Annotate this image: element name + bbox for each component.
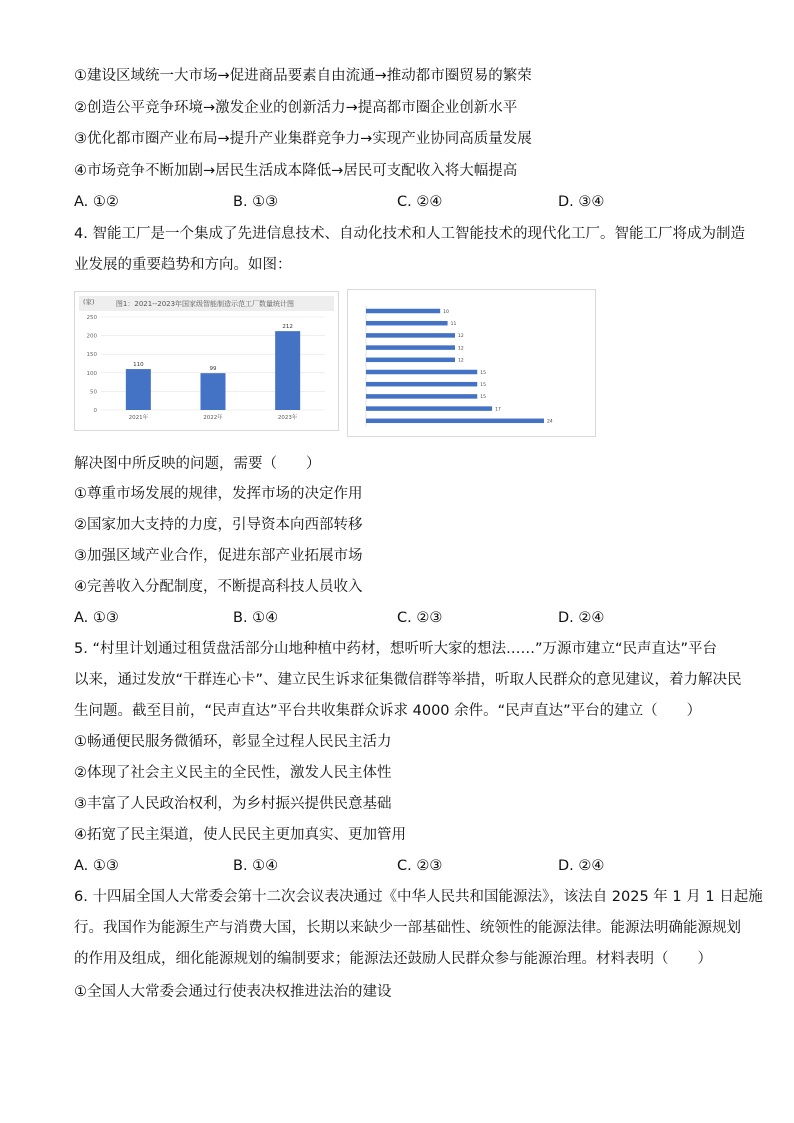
data-label: 12 bbox=[458, 346, 464, 352]
bar bbox=[275, 331, 300, 410]
q3-item-3: ③优化都市圈产业布局→提升产业集群竞争力→实现产业协同高质量发展 bbox=[74, 131, 532, 147]
bar bbox=[366, 394, 477, 399]
factory-distribution-chart-svg bbox=[348, 290, 595, 436]
bar bbox=[366, 419, 544, 424]
x-tick-label: 2022年 bbox=[203, 415, 223, 421]
y-tick-label: 50 bbox=[90, 389, 97, 396]
q6-stem-line-2: 行。我国作为能源生产与消费大国，长期以来缺少一部基础性、统领性的能源法律。能源法明确能源规划 bbox=[74, 920, 741, 936]
chart-y-unit: (家) bbox=[83, 298, 95, 306]
q5-option-b[interactable]: B. ①④ bbox=[233, 858, 279, 874]
bar bbox=[366, 309, 440, 314]
q3-options bbox=[74, 192, 734, 212]
y-tick-label: 200 bbox=[86, 333, 97, 340]
factory-count-chart bbox=[74, 291, 339, 431]
q5-item-4: ④拓宽了民主渠道，使人民民主更加真实、更加管用 bbox=[74, 827, 406, 843]
q5-item-2: ②体现了社会主义民主的全民性，激发人民主体性 bbox=[74, 765, 392, 781]
data-label: 15 bbox=[480, 395, 486, 401]
data-label: 12 bbox=[458, 358, 464, 364]
bar bbox=[366, 321, 448, 326]
bar bbox=[366, 358, 455, 363]
data-label: 99 bbox=[209, 366, 217, 373]
bar bbox=[366, 406, 492, 411]
q4-stem-line-1: 4. 智能工厂是一个集成了先进信息技术、自动化技术和人工智能技术的现代化工厂。智能工厂将成为制造 bbox=[74, 226, 745, 242]
q5-stem-line-2: 以来，通过发放“干群连心卡”、建立民生诉求征集微信群等举措，听取人民群众的意见建议，着力解决民 bbox=[74, 672, 742, 688]
data-label: 10 bbox=[443, 309, 449, 315]
y-tick-label: 0 bbox=[93, 408, 97, 414]
factory-distribution-chart bbox=[347, 289, 596, 437]
q4-item-4: ④完善收入分配制度，不断提高科技人员收入 bbox=[74, 579, 363, 595]
q3-option-d[interactable]: D. ③④ bbox=[558, 194, 605, 210]
factory-count-chart-svg bbox=[75, 292, 338, 430]
q4-item-1: ①尊重市场发展的规律，发挥市场的决定作用 bbox=[74, 486, 363, 502]
q3-option-c[interactable]: C. ②④ bbox=[397, 194, 443, 210]
data-label: 15 bbox=[480, 370, 486, 376]
q6-stem-line-3: 的作用及组成，细化能源规划的编制要求；能源法还鼓励人民群众参与能源治理。材料表明（ ） bbox=[74, 951, 712, 967]
q5-item-1: ①畅通便民服务微循环，彰显全过程人民民主活力 bbox=[74, 734, 392, 750]
q3-item-4: ④市场竞争不断加剧→居民生活成本降低→居民可支配收入将大幅提高 bbox=[74, 163, 518, 179]
data-label: 212 bbox=[282, 324, 293, 331]
q4-option-b[interactable]: B. ①④ bbox=[233, 610, 279, 626]
q3-option-b[interactable]: B. ①③ bbox=[233, 194, 279, 210]
bar bbox=[366, 370, 477, 375]
chart-title: 图1：2021--2023年国家级智能制造示范工厂数量统计图 bbox=[115, 300, 295, 308]
y-tick-label: 250 bbox=[86, 315, 97, 321]
q4-item-3: ③加强区域产业合作，促进东部产业拓展市场 bbox=[74, 548, 363, 564]
q5-option-d[interactable]: D. ②④ bbox=[558, 858, 605, 874]
q5-options bbox=[74, 856, 734, 876]
q5-option-c[interactable]: C. ②③ bbox=[397, 858, 443, 874]
bar bbox=[366, 333, 455, 338]
q5-option-a[interactable]: A. ①③ bbox=[74, 858, 119, 874]
q5-item-3: ③丰富了人民政治权利，为乡村振兴提供民意基础 bbox=[74, 796, 392, 812]
bar bbox=[201, 373, 226, 410]
q4-option-a[interactable]: A. ①③ bbox=[74, 610, 119, 626]
q4-option-c[interactable]: C. ②③ bbox=[397, 610, 443, 626]
q4-question: 解决图中所反映的问题，需要（ ） bbox=[74, 456, 321, 472]
q3-item-2: ②创造公平竞争环境→激发企业的创新活力→提高都市圈企业创新水平 bbox=[74, 100, 518, 116]
q4-stem-line-2: 业发展的重要趋势和方向。如图： bbox=[74, 257, 292, 273]
q4-item-2: ②国家加大支持的力度，引导资本向西部转移 bbox=[74, 517, 363, 533]
data-label: 24 bbox=[547, 419, 553, 425]
data-label: 11 bbox=[450, 322, 457, 327]
y-tick-label: 150 bbox=[86, 352, 97, 359]
q6-stem-line-1: 6. 十四届全国人大常委会第十二次会议表决通过《中华人民共和国能源法》，该法自 2025 年 1 月 1 日起施 bbox=[74, 889, 763, 905]
q6-item-1: ①全国人大常委会通过行使表决权推进法治的建设 bbox=[74, 984, 392, 1000]
q5-stem-line-1: 5. “村里计划通过租赁盘活部分山地种植中药材，想听听大家的想法……”万源市建立“民声直达”平台 bbox=[74, 641, 717, 657]
bar bbox=[366, 382, 477, 387]
data-label: 15 bbox=[480, 383, 486, 388]
q4-option-d[interactable]: D. ②④ bbox=[558, 610, 605, 626]
x-tick-label: 2023年 bbox=[277, 415, 298, 421]
q5-stem-line-3: 生问题。截至目前，“民声直达”平台共收集群众诉求 4000 余件。“民声直达”平台的建立（ ） bbox=[74, 703, 702, 719]
data-label: 12 bbox=[458, 334, 464, 340]
x-tick-label: 2021年 bbox=[128, 415, 149, 421]
bar bbox=[126, 369, 151, 410]
bar bbox=[366, 345, 455, 350]
data-label: 110 bbox=[133, 362, 144, 369]
q4-options bbox=[74, 608, 734, 628]
q3-option-a[interactable]: A. ①② bbox=[74, 194, 119, 210]
q3-item-1: ①建设区域统一大市场→促进商品要素自由流通→推动都市圈贸易的繁荣 bbox=[74, 68, 532, 84]
data-label: 17 bbox=[495, 407, 501, 413]
y-tick-label: 100 bbox=[86, 370, 97, 377]
